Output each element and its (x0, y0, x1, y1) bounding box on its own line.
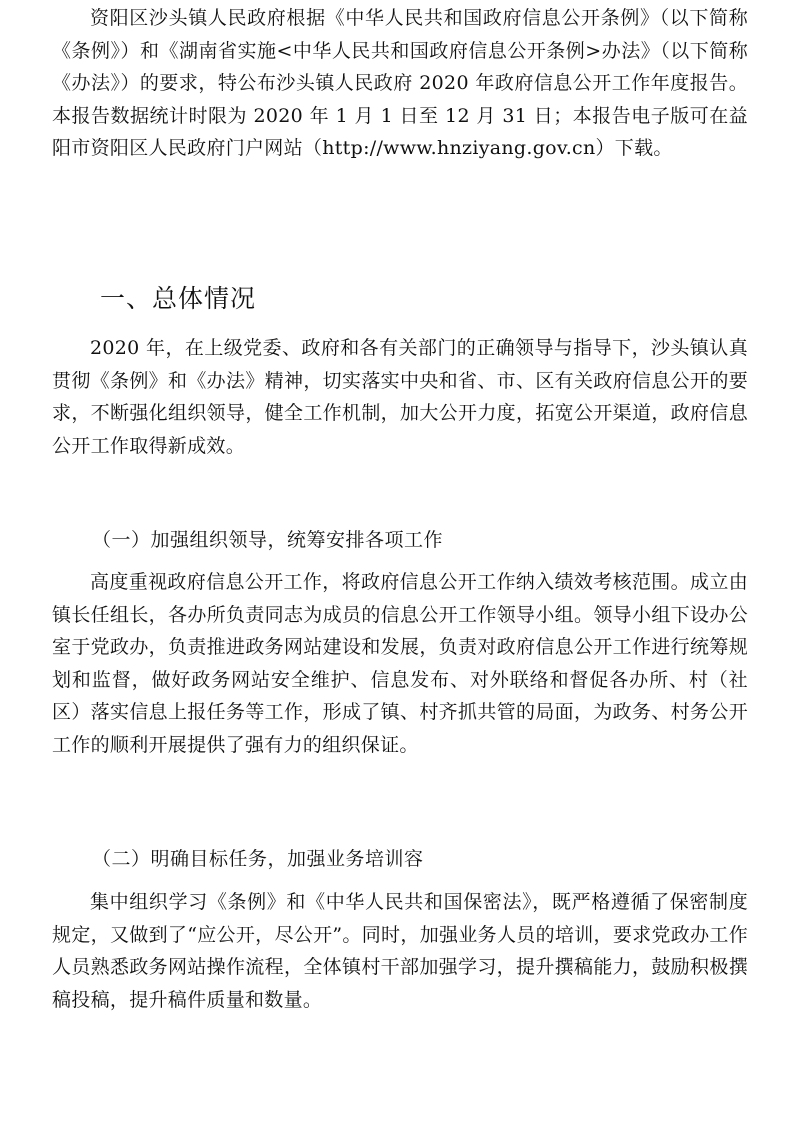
training-paragraph: 集中组织学习《条例》和《中华人民共和国保密法》，既严格遵循了保密制度规定，又做到了“应公开，尽公开”。同时，加强业务人员的培训，要求党政办工作人员熟悉政务网站操作流程，全体镇村干部加强学习，提升撰稿能力，鼓励积极撰稿投稿，提升稿件质量和数量。 (52, 891, 748, 1011)
overall-paragraph: 2020 年，在上级党委、政府和各有关部门的正确领导与指导下，沙头镇认真贯彻《条例》和《办法》精神，切实落实中央和省、市、区有关政府信息公开的要求，不断强化组织领导，健全工作机制，加大公开力度，拓宽公开渠道，政府信息公开工作取得新成效。 (52, 337, 748, 457)
subsection-heading-organization: （一）加强组织领导，统筹安排各项工作 (92, 529, 444, 551)
section-heading-overall: 一、总体情况 (100, 284, 257, 313)
subsection-heading-training: （二）明确目标任务，加强业务培训容 (92, 848, 424, 870)
organization-paragraph: 高度重视政府信息公开工作，将政府信息公开工作纳入绩效考核范围。成立由镇长任组长，各办所负责同志为成员的信息公开工作领导小组。领导小组下设办公室于党政办，负责推进政务网站建设和发展，负责对政府信息公开工作进行统筹规划和监督，做好政务网站安全维护、信息发布、对外联络和督促各办所、村（社区）落实信息上报任务等工作，形成了镇、村齐抓共管的局面，为政务、村务公开工作的顺利开展提供了强有力的组织保证。 (52, 571, 748, 756)
intro-paragraph: 资阳区沙头镇人民政府根据《中华人民共和国政府信息公开条例》（以下简称《条例》）和《湖南省实施<中华人民共和国政府信息公开条例>办法》（以下简称《办法》）的要求，特公布沙头镇人民政府 2020 年政府信息公开工作年度报告。本报告数据统计时限为 2020 年 1 月 1 日至 12 月 31 日；本报告电子版可在益阳市资阳区人民政府门户网站（http://www.hnziyang.gov.cn）下载。 (52, 7, 748, 159)
